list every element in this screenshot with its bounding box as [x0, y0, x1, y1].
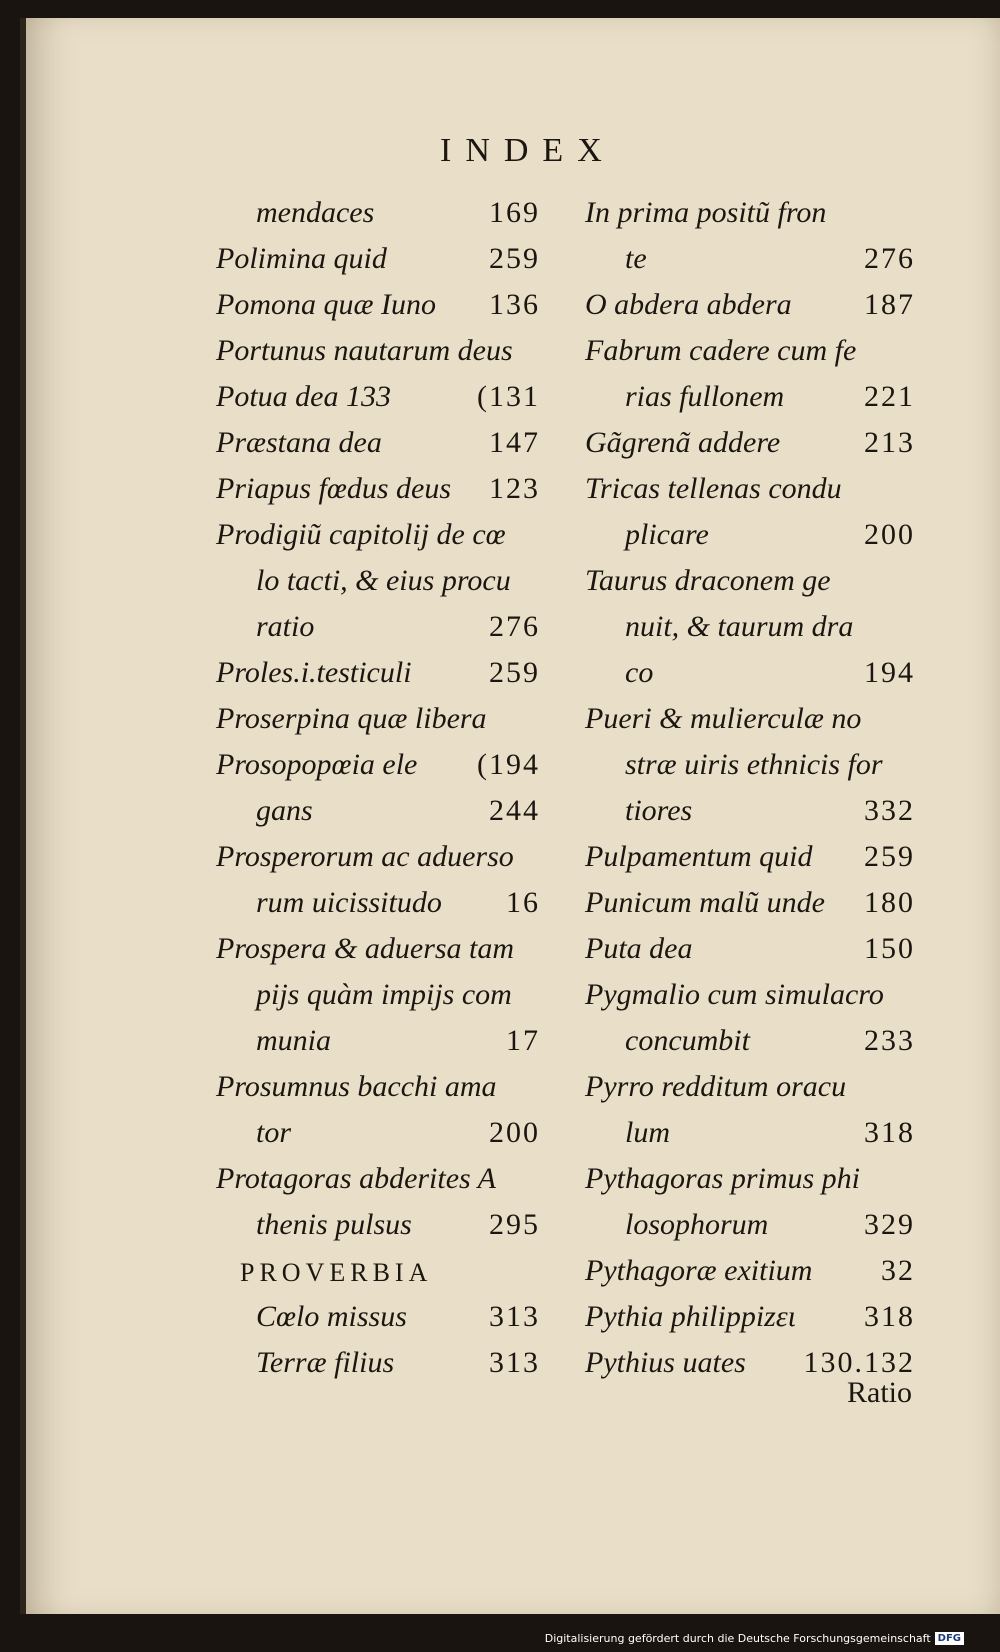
- entry-text: losophorum: [625, 1208, 769, 1241]
- index-entry: [216, 606, 540, 652]
- entry-text: Pythagoras primus phi: [585, 1162, 861, 1195]
- entry-text: Pulpamentum quid: [585, 840, 813, 873]
- entry-text: ratio: [256, 610, 315, 643]
- index-entry: [585, 698, 915, 744]
- index-entry: [585, 514, 915, 560]
- index-entry: [216, 652, 540, 698]
- entry-page-number: 295: [489, 1208, 540, 1241]
- entry-page-number: 17: [506, 1024, 540, 1057]
- entry-text: Pygmalio cum simulacro: [585, 978, 884, 1011]
- index-entry: [585, 1066, 915, 1112]
- entry-text: Prodigiũ capitolij de cœ: [216, 518, 506, 551]
- index-entry: [216, 330, 540, 376]
- entry-text: Fabrum cadere cum fe: [585, 334, 857, 367]
- index-entry: [585, 1204, 915, 1250]
- entry-text: Polimina quid: [216, 242, 387, 275]
- entry-text: Pythagoræ exitium: [585, 1254, 813, 1287]
- entry-page-number: 313: [489, 1346, 540, 1379]
- footer-credit: [545, 1632, 964, 1645]
- entry-text: rias fullonem: [625, 380, 785, 413]
- index-entry: [216, 422, 540, 468]
- entry-page-number: 233: [864, 1024, 915, 1057]
- index-entry: [585, 790, 915, 836]
- entry-text: stræ uiris ethnicis for: [625, 748, 883, 781]
- entry-page-number: 221: [864, 380, 915, 413]
- entry-text: Cœlo missus: [256, 1300, 407, 1333]
- entry-page-number: 194: [864, 656, 915, 689]
- dfg-logo: DFG: [935, 1632, 964, 1645]
- index-entry: [585, 468, 915, 514]
- entry-text: te: [625, 242, 647, 275]
- entry-text: Tricas tellenas condu: [585, 472, 842, 505]
- entry-page-number: 32: [881, 1254, 915, 1287]
- entry-page-number: 200: [489, 1116, 540, 1149]
- entry-text: Protagoras abderites A: [216, 1162, 497, 1195]
- entry-page-number: 318: [864, 1300, 915, 1333]
- entry-text: Pythia philippizει: [585, 1300, 796, 1333]
- entry-text: Præstana dea: [216, 426, 382, 459]
- index-entry: [216, 468, 540, 514]
- entry-page-number: (194: [477, 748, 540, 781]
- catchword: Ratio: [847, 1376, 912, 1409]
- index-entry: [216, 238, 540, 284]
- index-entry: [585, 284, 915, 330]
- entry-text: nuit, & taurum dra: [625, 610, 854, 643]
- entry-text: In prima positũ fron: [585, 196, 827, 229]
- entry-text: Gãgrenã addere: [585, 426, 781, 459]
- entry-page-number: 136: [489, 288, 540, 321]
- index-entry: [216, 928, 540, 974]
- entry-page-number: 276: [864, 242, 915, 275]
- page-title: INDEX: [440, 132, 616, 169]
- entry-text: gans: [256, 794, 313, 827]
- index-entry: [216, 192, 540, 238]
- entry-text: Terræ filius: [256, 1346, 395, 1379]
- entry-text: Prosperorum ac aduerso: [216, 840, 514, 873]
- entry-text: munia: [256, 1024, 331, 1057]
- entry-text: Pomona quæ Iuno: [216, 288, 436, 321]
- index-heading: [216, 1250, 540, 1296]
- index-entry: [216, 1158, 540, 1204]
- entry-page-number: 259: [864, 840, 915, 873]
- entry-text: Potua dea 133: [216, 380, 391, 413]
- entry-page-number: 180: [864, 886, 915, 919]
- index-entry: [216, 882, 540, 928]
- entry-text: Puta dea: [585, 932, 693, 965]
- index-entry: [585, 652, 915, 698]
- entry-text: Pyrro redditum oracu: [585, 1070, 847, 1103]
- index-entry: [216, 744, 540, 790]
- index-entry: [585, 1296, 915, 1342]
- index-entry: [585, 606, 915, 652]
- index-entry: [216, 284, 540, 330]
- entry-page-number: 329: [864, 1208, 915, 1241]
- index-entry: [216, 698, 540, 744]
- index-entry: [585, 1158, 915, 1204]
- index-entry: [585, 560, 915, 606]
- index-entry: [585, 928, 915, 974]
- index-entry: [216, 790, 540, 836]
- entry-page-number: 318: [864, 1116, 915, 1149]
- entry-page-number: 169: [489, 196, 540, 229]
- index-entry: [585, 744, 915, 790]
- entry-text: co: [625, 656, 654, 689]
- entry-page-number: 16: [506, 886, 540, 919]
- entry-text: thenis pulsus: [256, 1208, 412, 1241]
- index-entry: [216, 1020, 540, 1066]
- index-entry: [216, 1112, 540, 1158]
- entry-text: mendaces: [256, 196, 375, 229]
- entry-text: pijs quàm impijs com: [256, 978, 512, 1011]
- entry-text: concumbit: [625, 1024, 750, 1057]
- entry-text: lum: [625, 1116, 670, 1149]
- entry-page-number: 123: [489, 472, 540, 505]
- entry-page-number: 276: [489, 610, 540, 643]
- index-entry: [585, 836, 915, 882]
- entry-text: Proles.i.testiculi: [216, 656, 412, 689]
- index-entry: [585, 376, 915, 422]
- index-entry: [216, 1342, 540, 1388]
- index-column-right: [585, 192, 915, 1388]
- index-entry: [216, 514, 540, 560]
- entry-page-number: (131: [477, 380, 540, 413]
- entry-text: Prosopopœia ele: [216, 748, 418, 781]
- entry-page-number: 213: [864, 426, 915, 459]
- index-entry: [585, 238, 915, 284]
- index-entry: [585, 192, 915, 238]
- entry-text: Taurus draconem ge: [585, 564, 831, 597]
- entry-text: Proserpina quæ libera: [216, 702, 487, 735]
- index-entry: [216, 836, 540, 882]
- index-entry: [585, 1250, 915, 1296]
- index-column-left: [216, 192, 540, 1388]
- entry-text: lo tacti, & eius procu: [256, 564, 511, 597]
- index-entry: [585, 974, 915, 1020]
- index-entry: [216, 560, 540, 606]
- entry-text: Portunus nautarum deus: [216, 334, 513, 367]
- entry-page-number: 150: [864, 932, 915, 965]
- entry-page-number: 313: [489, 1300, 540, 1333]
- entry-page-number: 332: [864, 794, 915, 827]
- index-entry: [216, 376, 540, 422]
- entry-page-number: 244: [489, 794, 540, 827]
- entry-text: Punicum malũ unde: [585, 886, 825, 919]
- index-entry: [216, 974, 540, 1020]
- index-entry: [585, 422, 915, 468]
- entry-text: Pythius uates: [585, 1346, 746, 1379]
- footer-text: Digitalisierung gefördert durch die Deutsche Forschungsgemeinschaft: [544, 1632, 931, 1645]
- entry-page-number: 147: [489, 426, 540, 459]
- index-entry: [585, 1112, 915, 1158]
- entry-text: tiores: [625, 794, 693, 827]
- entry-page-number: 200: [864, 518, 915, 551]
- index-entry: [585, 882, 915, 928]
- entry-text: tor: [256, 1116, 292, 1149]
- entry-page-number: 259: [489, 242, 540, 275]
- index-entry: [585, 330, 915, 376]
- entry-text: rum uicissitudo: [256, 886, 442, 919]
- entry-text: PROVERBIA: [240, 1258, 433, 1287]
- entry-page-number: 187: [864, 288, 915, 321]
- index-entry: [216, 1066, 540, 1112]
- entry-text: Priapus fœdus deus: [216, 472, 452, 505]
- entry-text: Pueri & mulierculæ no: [585, 702, 862, 735]
- index-entry: [216, 1296, 540, 1342]
- entry-text: Prosumnus bacchi ama: [216, 1070, 497, 1103]
- entry-page-number: 130.132: [803, 1346, 915, 1379]
- index-entry: [216, 1204, 540, 1250]
- entry-text: O abdera abdera: [585, 288, 792, 321]
- index-entry: [585, 1020, 915, 1066]
- entry-text: plicare: [625, 518, 709, 551]
- entry-page-number: 259: [489, 656, 540, 689]
- entry-text: Prospera & aduersa tam: [216, 932, 515, 965]
